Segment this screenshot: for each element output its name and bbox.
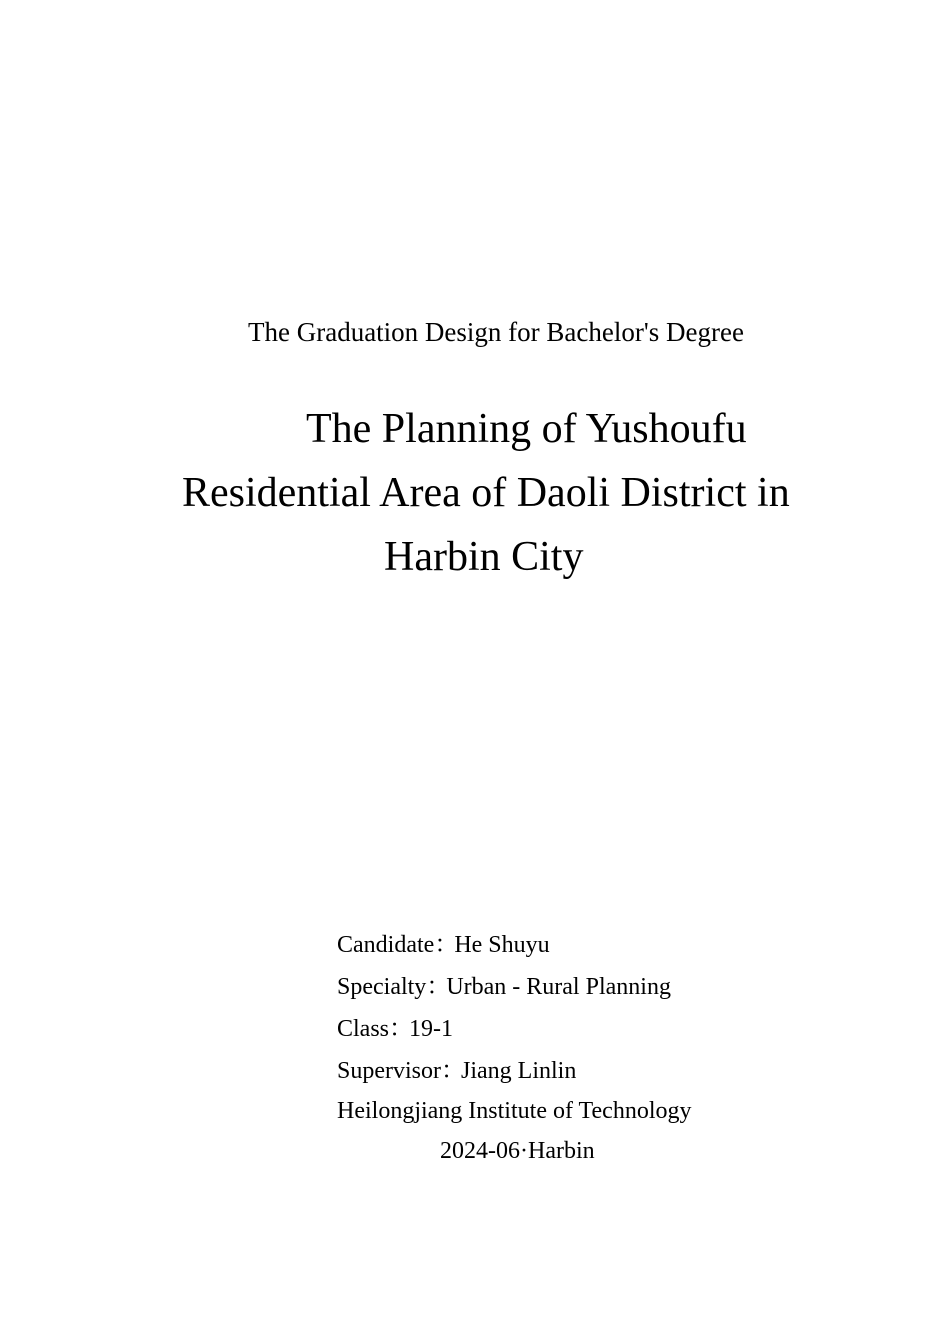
candidate-value: He Shuyu [454,932,550,958]
class-value: 19-1 [409,1016,454,1042]
class-separator: ： [389,1016,414,1042]
specialty-line [337,971,671,1003]
supervisor-separator: ： [441,1058,465,1084]
class-label: Class [337,1016,390,1042]
class-line [337,1013,453,1045]
specialty-label: Specialty [337,974,427,1000]
date-place-line: 2024-06·Harbin [440,1138,595,1164]
title-line-3: Harbin City [384,534,584,580]
candidate-separator: ： [434,932,459,958]
specialty-separator: ： [426,974,451,1000]
supervisor-value: Jiang Linlin [461,1058,577,1084]
title-line-1: The Planning of Yushoufu [306,406,747,452]
supervisor-label: Supervisor [337,1058,441,1084]
degree-line: The Graduation Design for Bachelor's Degree [248,317,744,347]
supervisor-line [337,1055,576,1087]
institute-line: Heilongjiang Institute of Technology [337,1098,692,1124]
specialty-value: Urban - Rural Planning [446,974,671,1000]
title-line-2: Residential Area of Daoli District in [182,470,790,516]
candidate-label: Candidate [337,932,435,958]
candidate-line [337,929,550,961]
